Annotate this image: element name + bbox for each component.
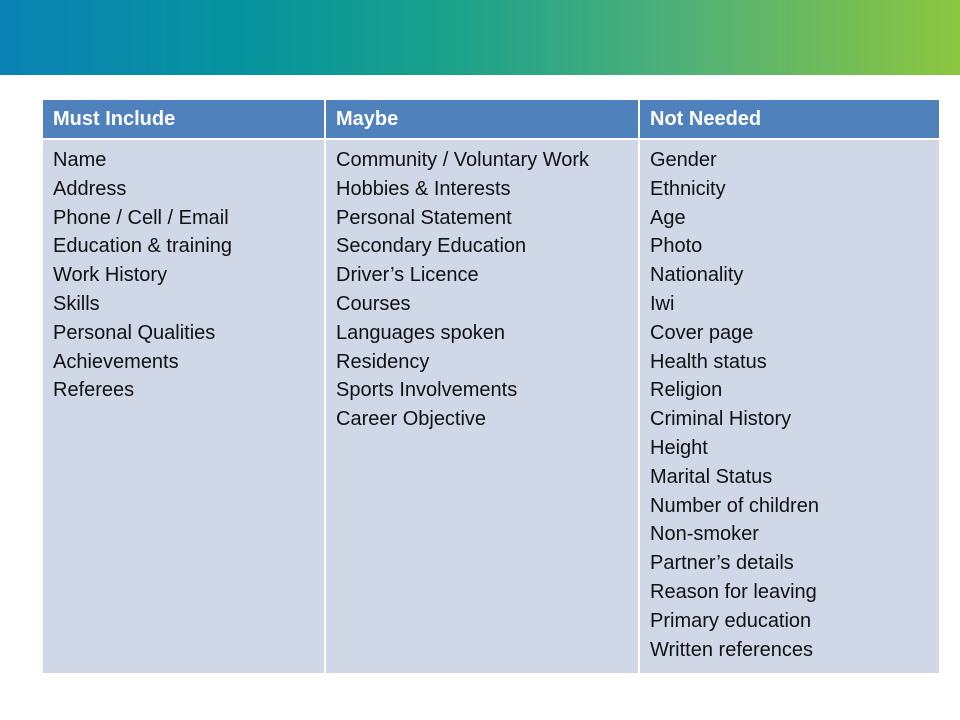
list-item: Phone / Cell / Email — [53, 206, 229, 229]
list-item: Age — [650, 206, 686, 229]
list-item: Written references — [650, 638, 814, 661]
list-item: Sports Involvements — [336, 379, 518, 402]
list-item: Personal Statement — [336, 206, 512, 229]
list-item: Name — [53, 149, 107, 171]
list-item: Primary education — [650, 609, 812, 632]
list-item: Secondary Education — [336, 235, 527, 258]
list-item: Number of children — [650, 494, 819, 517]
list-item: Photo — [650, 235, 703, 258]
list-item: Education & training — [53, 235, 233, 258]
list-item: Health status — [650, 350, 767, 373]
list-item: Driver’s Licence — [336, 264, 479, 287]
list-item: Height — [650, 436, 708, 459]
list-item: Cover page — [650, 321, 754, 344]
list-item: Career Objective — [336, 408, 487, 431]
top-gradient-band — [0, 0, 960, 75]
table-header-row — [43, 100, 939, 139]
list-item: Achievements — [53, 350, 179, 373]
list-item: Languages spoken — [336, 321, 506, 344]
cv-content-table — [43, 100, 939, 673]
list-item: Marital Status — [650, 465, 773, 488]
list-item: Work History — [53, 264, 168, 287]
column-header-maybe: Maybe — [325, 100, 639, 139]
list-item: Religion — [650, 379, 723, 402]
list-item: Partner’s details — [650, 552, 794, 575]
list-item: Nationality — [650, 264, 744, 287]
list-item: Community / Voluntary Work — [336, 149, 590, 171]
list-item: Ethnicity — [650, 177, 726, 200]
list-item: Courses — [336, 292, 411, 315]
list-item: Skills — [53, 292, 100, 315]
list-item: Iwi — [650, 292, 675, 315]
list-item: Hobbies & Interests — [336, 177, 511, 200]
list-item: Address — [53, 177, 127, 200]
list-item: Referees — [53, 379, 135, 402]
list-item: Gender — [650, 149, 717, 171]
list-item: Residency — [336, 350, 430, 373]
column-header-must-include: Must Include — [43, 100, 325, 139]
table-row — [43, 139, 939, 673]
list-item: Reason for leaving — [650, 580, 817, 603]
not-needed-cell — [639, 139, 939, 673]
maybe-cell — [325, 139, 639, 673]
list-item: Personal Qualities — [53, 321, 216, 344]
list-item: Non-smoker — [650, 523, 759, 546]
list-item: Criminal History — [650, 408, 792, 431]
must-include-cell — [43, 139, 325, 673]
column-header-not-needed: Not Needed — [639, 100, 939, 139]
